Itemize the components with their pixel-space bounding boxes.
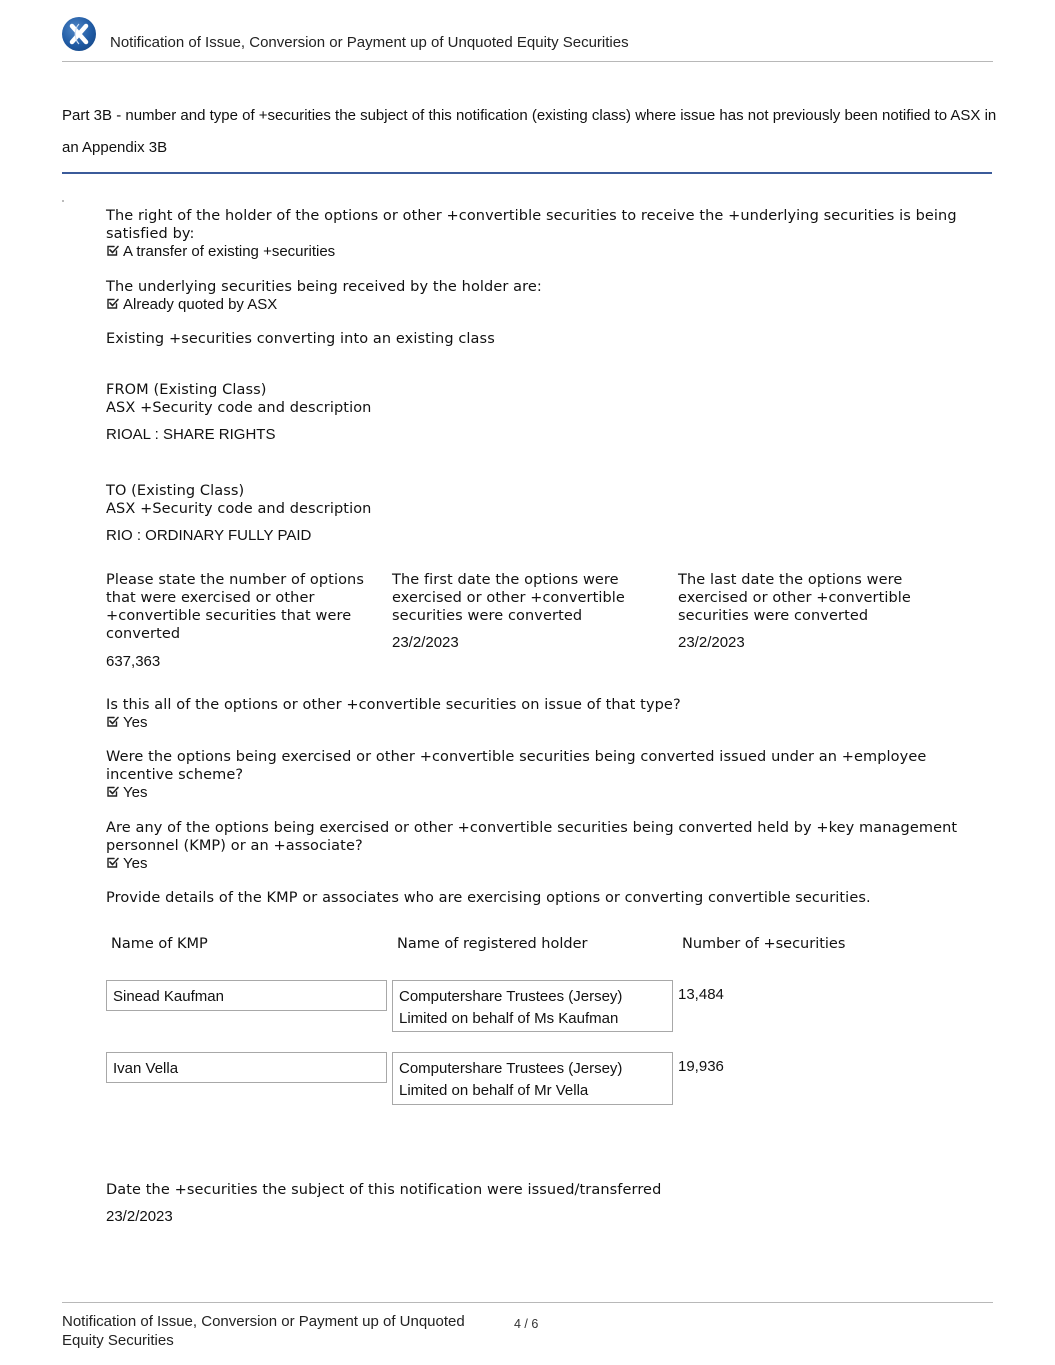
right-of-holder-answer [106,243,335,261]
converting-label: Existing +securities converting into an existing class [106,331,495,347]
footer-title: Notification of Issue, Conversion or Payment up of Unquoted Equity Securities [62,1313,465,1349]
from-class-code-label: ASX +Security code and description [106,400,372,416]
part-divider [62,172,992,174]
check-square-icon [106,244,119,257]
employee-scheme-answer-text: Yes [123,784,148,801]
check-square-icon [106,297,119,310]
kmp-details-label: Provide details of the KMP or associates who are exercising options or converting convertible securities. [106,890,871,906]
underlying-received-answer [106,296,277,314]
from-class-value: RIOAL : SHARE RIGHTS [106,426,276,443]
check-square-icon [106,856,119,869]
first-date-value: 23/2/2023 [392,634,459,651]
footer-divider [62,1302,993,1303]
number-exercised-value: 637,363 [106,653,161,670]
asx-logo-icon [62,17,96,51]
issue-date-label: Date the +securities the subject of this notification were issued/transferred [106,1182,662,1198]
kmp-number-value: 19,936 [678,1058,724,1075]
decorative-dot [62,200,64,202]
to-class-title: TO (Existing Class) [106,483,245,499]
from-class-title: FROM (Existing Class) [106,382,267,398]
part-title: Part 3B - number and type of +securities the subject of this notification (existing class) where issue has not previously been notified to ASX in an Appendix 3B [62,107,997,156]
kmp-name-field: Ivan Vella [106,1052,387,1083]
last-date-label: The last date the options were exercised or other +convertible securities were converted [678,572,911,624]
last-date-value: 23/2/2023 [678,634,745,651]
number-exercised-label: Please state the number of options that were exercised or other +convertible securities that were converted [106,572,364,642]
underlying-received-label: The underlying securities being received by the holder are: [106,279,542,295]
header-divider [62,61,993,62]
kmp-holder-field: Computershare Trustees (Jersey) Limited on behalf of Mr Vella [392,1052,673,1105]
kmp-held-label: Are any of the options being exercised or other +convertible securities being converted held by +key management personnel (KMP) or an +associate? [106,820,958,854]
kmp-name-field: Sinead Kaufman [106,980,387,1011]
issue-date-value: 23/2/2023 [106,1208,173,1225]
page-number: 4 / 6 [514,1317,539,1331]
header-title: Notification of Issue, Conversion or Payment up of Unquoted Equity Securities [110,34,629,51]
to-class-code-label: ASX +Security code and description [106,501,372,517]
kmp-held-answer [106,855,147,873]
kmp-holder-field: Computershare Trustees (Jersey) Limited on behalf of Ms Kaufman [392,980,673,1032]
right-of-holder-label: The right of the holder of the options or other +convertible securities to receive the +underlying securities is being satisfied by: [106,208,957,242]
all-options-answer-text: Yes [123,714,148,731]
right-of-holder-answer-text: A transfer of existing +securities [123,243,336,260]
kmp-col-header-holder: Name of registered holder [397,936,588,952]
kmp-number-value: 13,484 [678,986,724,1003]
first-date-label: The first date the options were exercised or other +convertible securities were converted [392,572,625,624]
to-class-value: RIO : ORDINARY FULLY PAID [106,527,312,544]
employee-scheme-label: Were the options being exercised or other +convertible securities being converted issued under an +employee incentive scheme? [106,749,927,783]
underlying-received-answer-text: Already quoted by ASX [123,296,278,313]
employee-scheme-answer [106,784,147,802]
kmp-col-header-number: Number of +securities [682,936,846,952]
check-square-icon [106,715,119,728]
all-options-label: Is this all of the options or other +convertible securities on issue of that type? [106,697,681,713]
kmp-col-header-name: Name of KMP [111,936,208,952]
kmp-held-answer-text: Yes [123,855,148,872]
all-options-answer [106,714,147,732]
check-square-icon [106,785,119,798]
